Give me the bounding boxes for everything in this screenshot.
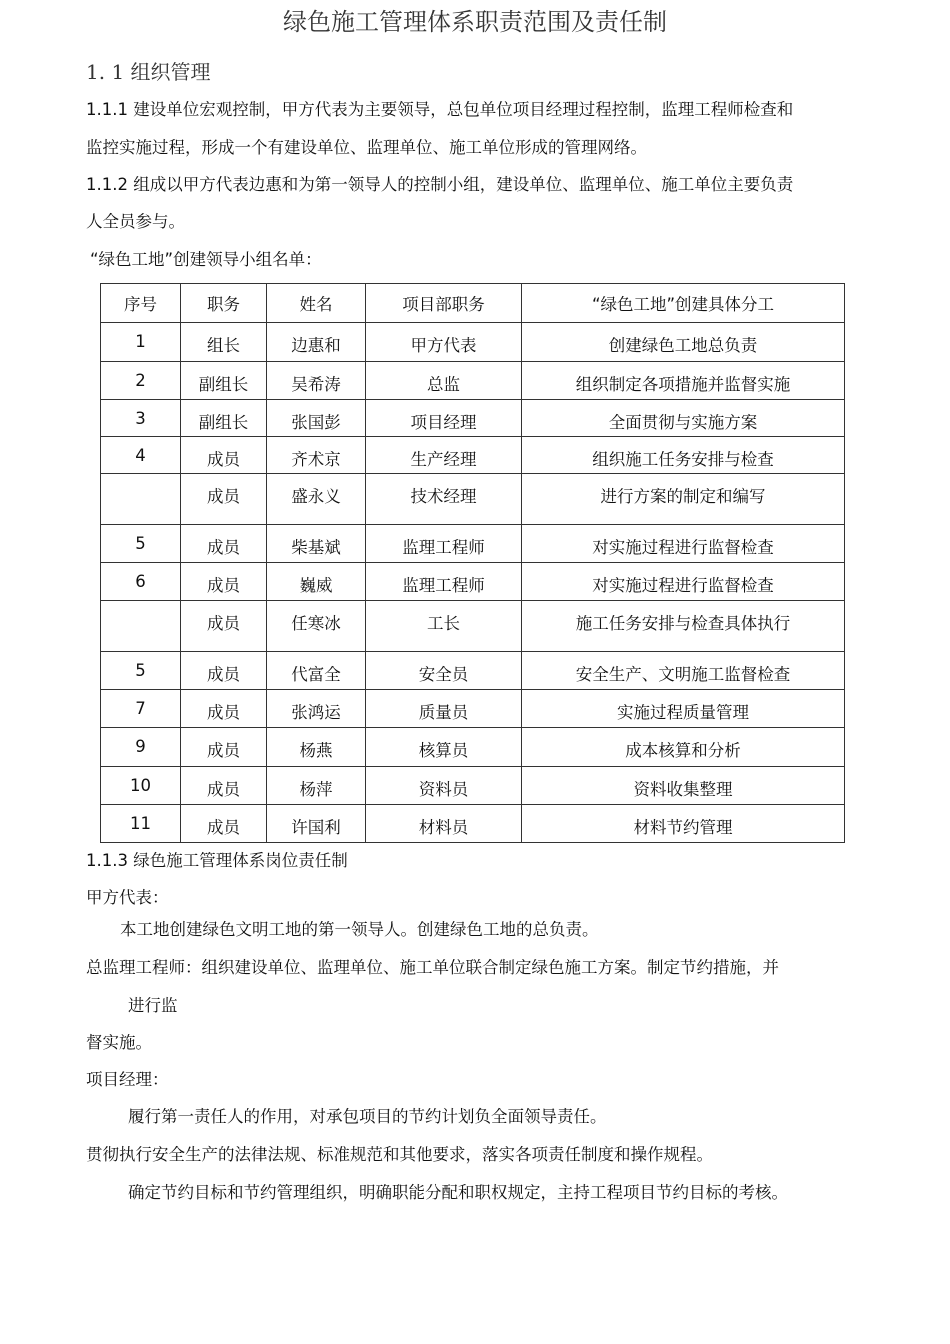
- table-cell: 成员: [181, 767, 267, 805]
- table-row: [101, 437, 845, 474]
- paragraph-1-line-2: 监控实施过程，形成一个有建设单位、监理单位、施工单位形成的管理网络。: [86, 138, 647, 157]
- table-cell: 许国利: [267, 805, 366, 843]
- table-cell: 安全生产、文明施工监督检查: [522, 652, 845, 690]
- table-cell: 成员: [181, 652, 267, 690]
- table-header-row: [101, 284, 845, 323]
- table-cell: 成员: [181, 601, 267, 652]
- table-cell: 成员: [181, 474, 267, 525]
- chief-engineer-line-2: 进行监: [128, 996, 178, 1015]
- table-cell: 监理工程师: [366, 525, 522, 563]
- table-row: [101, 323, 845, 362]
- table-cell: 齐术京: [267, 437, 366, 474]
- table-caption: “绿色工地”创建领导小组名单：: [90, 250, 322, 269]
- table-row: [101, 563, 845, 601]
- table-cell: 对实施过程进行监督检查: [522, 563, 845, 601]
- table-cell: 5: [101, 652, 181, 690]
- table-cell: 10: [101, 767, 181, 805]
- table-cell: 6: [101, 563, 181, 601]
- table-cell: 副组长: [181, 362, 267, 400]
- table-cell: 进行方案的制定和编写: [522, 474, 845, 525]
- table-cell: 吴希涛: [267, 362, 366, 400]
- table-cell: 成员: [181, 690, 267, 728]
- table-cell: 副组长: [181, 400, 267, 437]
- table-cell: 材料节约管理: [522, 805, 845, 843]
- pm-duty-3: 确定节约目标和节约管理组织，明确职能分配和职权规定，主持工程项目节约目标的考核。: [128, 1183, 788, 1202]
- table-cell: 9: [101, 728, 181, 767]
- table-cell: 边惠和: [267, 323, 366, 362]
- table-cell: 张鸿运: [267, 690, 366, 728]
- table-cell: 成员: [181, 437, 267, 474]
- table-cell: 生产经理: [366, 437, 522, 474]
- table-row: [101, 690, 845, 728]
- table-cell: 实施过程质量管理: [522, 690, 845, 728]
- table-row: [101, 805, 845, 843]
- table-cell: 资料收集整理: [522, 767, 845, 805]
- table-cell: 2: [101, 362, 181, 400]
- table-cell: 全面贯彻与实施方案: [522, 400, 845, 437]
- paragraph-1-line-1: 1.1.1 建设单位宏观控制，甲方代表为主要领导，总包单位项目经理过程控制，监理工程师检查和: [86, 100, 794, 119]
- table-cell: 盛永义: [267, 474, 366, 525]
- paragraph-2-line-2: 人全员参与。: [86, 212, 185, 231]
- table-cell: 组长: [181, 323, 267, 362]
- document-title: 绿色施工管理体系职责范围及责任制: [283, 8, 667, 36]
- table-cell: 巍威: [267, 563, 366, 601]
- table-cell: 5: [101, 525, 181, 563]
- table-cell: 工长: [366, 601, 522, 652]
- header-cell: 职务: [181, 284, 267, 323]
- table-cell: [101, 601, 181, 652]
- table-cell: 成本核算和分析: [522, 728, 845, 767]
- table-cell: 甲方代表: [366, 323, 522, 362]
- table-cell: 成员: [181, 525, 267, 563]
- table-row: [101, 728, 845, 767]
- table-cell: 4: [101, 437, 181, 474]
- table-row: [101, 474, 845, 525]
- table-cell: 张国彭: [267, 400, 366, 437]
- table-row: [101, 525, 845, 563]
- table-cell: 材料员: [366, 805, 522, 843]
- header-cell: 姓名: [267, 284, 366, 323]
- table-cell: 11: [101, 805, 181, 843]
- table-row: [101, 362, 845, 400]
- table-cell: 成员: [181, 728, 267, 767]
- rep-text: 本工地创建绿色文明工地的第一领导人。创建绿色工地的总负责。: [120, 920, 599, 939]
- table-row: [101, 767, 845, 805]
- table-row: [101, 400, 845, 437]
- chief-engineer-line-1: 总监理工程师：组织建设单位、监理单位、施工单位联合制定绿色施工方案。制定节约措施，并: [86, 958, 779, 977]
- header-cell: “绿色工地”创建具体分工: [522, 284, 845, 323]
- table-cell: 成员: [181, 805, 267, 843]
- header-cell: 项目部职务: [366, 284, 522, 323]
- table-cell: 组织施工任务安排与检查: [522, 437, 845, 474]
- table-cell: 施工任务安排与检查具体执行: [522, 601, 845, 652]
- table-cell: 任寒冰: [267, 601, 366, 652]
- table-cell: 成员: [181, 563, 267, 601]
- leadership-group-table: [100, 283, 845, 843]
- table-cell: 资料员: [366, 767, 522, 805]
- table-cell: 代富全: [267, 652, 366, 690]
- table-cell: 柴基斌: [267, 525, 366, 563]
- table-cell: 总监: [366, 362, 522, 400]
- table-cell: 组织制定各项措施并监督实施: [522, 362, 845, 400]
- table-cell: 3: [101, 400, 181, 437]
- subsection-heading: 1.1.3 绿色施工管理体系岗位责任制: [86, 851, 348, 870]
- table-cell: 7: [101, 690, 181, 728]
- table-cell: 对实施过程进行监督检查: [522, 525, 845, 563]
- pm-duty-1: 履行第一责任人的作用，对承包项目的节约计划负全面领导责任。: [128, 1107, 607, 1126]
- table-cell: 1: [101, 323, 181, 362]
- table-cell: 技术经理: [366, 474, 522, 525]
- section-heading: 1. 1 组织管理: [86, 60, 211, 84]
- header-cell: 序号: [101, 284, 181, 323]
- chief-engineer-line-3: 督实施。: [86, 1033, 152, 1052]
- paragraph-2-line-1: 1.1.2 组成以甲方代表边惠和为第一领导人的控制小组，建设单位、监理单位、施工单位主要负责: [86, 175, 794, 194]
- table-cell: 杨燕: [267, 728, 366, 767]
- table-cell: 监理工程师: [366, 563, 522, 601]
- table-cell: 杨萍: [267, 767, 366, 805]
- table-cell: 安全员: [366, 652, 522, 690]
- rep-label: 甲方代表：: [86, 888, 169, 907]
- pm-duty-2: 贯彻执行安全生产的法律法规、标准规范和其他要求，落实各项责任制度和操作规程。: [86, 1145, 713, 1164]
- table-row: [101, 652, 845, 690]
- table-cell: 质量员: [366, 690, 522, 728]
- pm-label: 项目经理：: [86, 1070, 169, 1089]
- table-cell: [101, 474, 181, 525]
- table-cell: 创建绿色工地总负责: [522, 323, 845, 362]
- table-cell: 项目经理: [366, 400, 522, 437]
- table-cell: 核算员: [366, 728, 522, 767]
- table-row: [101, 601, 845, 652]
